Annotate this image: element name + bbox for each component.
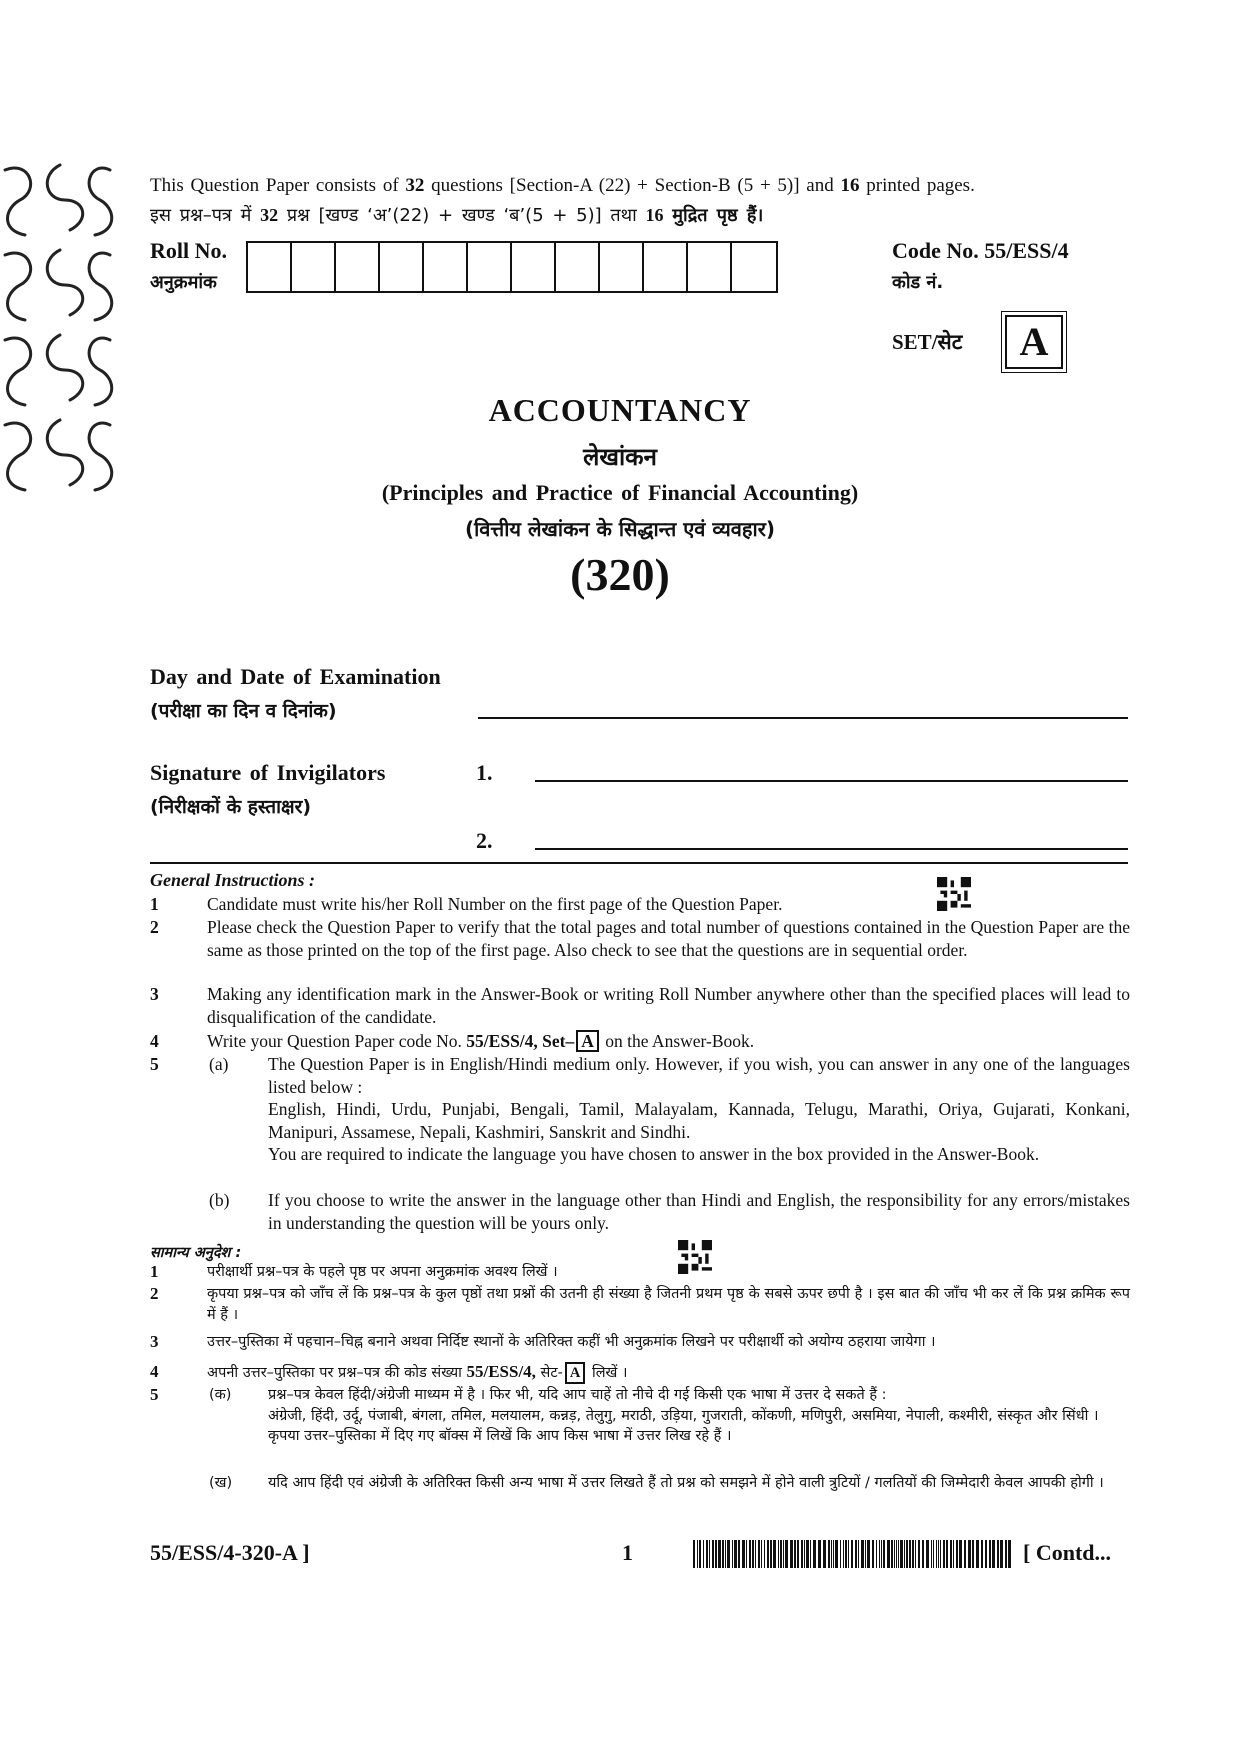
page-number: 1 — [622, 1540, 633, 1565]
roll-number-cell[interactable] — [468, 243, 512, 291]
exam-date-label: Day and Date of Examination — [150, 664, 441, 689]
roll-number-cell[interactable] — [292, 243, 336, 291]
subject-code: (320) — [570, 549, 670, 600]
instruction-item-hindi: (ख) यदि आप हिंदी एवं अंग्रेजी के अतिरिक्त किसी अन्य भाषा में उत्तर लिखते हैं तो प्रश्न को समझने में होने वाली त्रुटियों / गलतियों की जिम्मेदारी केवल आपकी होगी । — [209, 1475, 1104, 1491]
instruction-item-hindi: 3 उत्तर–पुस्तिका में पहचान–चिह्न बनाने अथवा निर्दिष्ट स्थानों के अतिरिक्त कहीं भी अनुक्रमांक लिखने पर परीक्षार्थी को अयोग्य ठहराया जायेगा । — [150, 1332, 936, 1351]
roll-number-cell[interactable] — [248, 243, 292, 291]
roll-number-cell[interactable] — [424, 243, 468, 291]
roll-number-cell[interactable] — [688, 243, 732, 291]
subject-title: ACCOUNTANCY — [488, 392, 752, 428]
paper-info-english: This Question Paper consists of 32 questions [Section-A (22) + Section-B (5 + 5)] and 16 printed pages. — [150, 175, 975, 196]
instruction-item: 4 Write your Question Paper code No. 55/ESS/4, Set– A on the Answer-Book. — [150, 1031, 755, 1051]
set-value-box: A — [1005, 315, 1063, 369]
roll-number-cell[interactable] — [556, 243, 600, 291]
invigilator-1-signature-field[interactable] — [535, 780, 1128, 782]
set-inline-box: A — [576, 1030, 599, 1052]
footer-continued: [ Contd... — [1023, 1540, 1112, 1565]
roll-number-cell[interactable] — [512, 243, 556, 291]
instruction-item: (b) If you choose to write the answer in the language other than Hindi and English, the responsibility for any errors/mistakes in understanding the question will be yours only. — [209, 1190, 1130, 1233]
instruction-item-hindi: 4 अपनी उत्तर–पुस्तिका पर प्रश्न–पत्र की कोड संख्या 55/ESS/4, सेट- A लिखें । — [150, 1362, 1130, 1384]
subject-subtitle-hindi: (वित्तीय लेखांकन के सिद्धान्त एवं व्यवहार) — [464, 517, 776, 541]
invigilator-signature-label: Signature of Invigilators — [150, 760, 386, 785]
instruction-item-hindi: 1 परीक्षार्थी प्रश्न–पत्र के पहले पृष्ठ पर अपना अनुक्रमांक अवश्य लिखें । — [150, 1262, 558, 1281]
roll-number-cell[interactable] — [336, 243, 380, 291]
roll-number-label-hindi: अनुक्रमांक — [150, 272, 217, 293]
exam-date-label-hindi: (परीक्षा का दिन व दिनांक) — [150, 700, 337, 722]
roll-number-cell[interactable] — [380, 243, 424, 291]
set-label: SET/सेट — [892, 330, 963, 354]
instruction-item: 2 Please check the Question Paper to verify that the total pages and total number of questions contained in the Question Paper are the same as those printed on the top of the first page. Also check to see that the questions are in sequential order. — [150, 917, 1130, 960]
instruction-item: 5 (a) The Question Paper is in English/Hindi medium only. However, if you wish, you can answer in any one of the languages listed below : English, Hindi, Urdu, Punjabi, Bengali, Tamil, Malayalam, Kannada, Telugu, Marathi, Oriya, Gujarati, Konkani, Manipuri, Assamese, Nepali, Kashmiri, Sanskrit and Sindhi. You are required to indicate the language you have chosen to answer in the box provided in the Answer-Book. — [150, 1054, 1130, 1164]
general-instructions-title: General Instructions : — [150, 870, 316, 890]
invigilator-1-number: 1. — [476, 760, 493, 785]
roll-number-label: Roll No. — [150, 238, 227, 263]
instruction-item: 1 Candidate must write his/her Roll Number on the first page of the Question Paper. — [150, 894, 783, 914]
instruction-item: 3 Making any identification mark in the Answer-Book or writing Roll Number anywhere other than the specified places will lead to disqualification of the candidate. — [150, 984, 1130, 1027]
barcode-icon — [693, 1540, 1011, 1568]
roll-number-cell[interactable] — [600, 243, 644, 291]
subject-title-hindi: लेखांकन — [583, 443, 657, 471]
code-number: Code No. 55/ESS/4 — [892, 238, 1069, 263]
subject-subtitle: (Principles and Practice of Financial Accounting) — [381, 480, 859, 505]
general-instructions-title-hindi: सामान्य अनुदेश : — [150, 1245, 242, 1261]
qr-code-icon — [937, 877, 971, 911]
invigilator-2-signature-field[interactable] — [535, 848, 1128, 850]
footer-paper-code: 55/ESS/4-320-A ] — [150, 1540, 310, 1565]
instruction-item-hindi: 2 कृपया प्रश्न–पत्र को जाँच लें कि प्रश्न–पत्र के कुल पृष्ठों तथा प्रश्नों की उतनी ही संख्या है जितनी प्रथम पृष्ठ के सबसे ऊपर छपी है । इस बात की जाँच भी कर लें कि प्रश्न क्रमिक रूप में हैं । — [150, 1284, 1130, 1323]
instruction-item-hindi: 5 (क) प्रश्न–पत्र केवल हिंदी/अंग्रेजी माध्यम में है । फिर भी, यदि आप चाहें तो नीचे दी गई किसी एक भाषा में उत्तर दे सकते हैं : अंग्रेजी, हिंदी, उर्दू, पंजाबी, बंगला, तमिल, मलयालम, कन्नड़, तेलुगु, मराठी, उड़िया, गुजराती, कोंकणी, मणिपुरी, असमिया, नेपाली, कश्मीरी, संस्कृत और सिंधी । कृपया उत्तर–पुस्तिका में दिए गए बॉक्स में लिखें कि आप किस भाषा में उत्तर लिख रहे हैं । — [150, 1385, 1099, 1444]
roll-number-grid[interactable] — [246, 241, 778, 293]
code-number-hindi: कोड नं. — [892, 272, 944, 293]
set-inline-box: A — [565, 1362, 585, 1384]
qr-code-icon — [678, 1240, 712, 1274]
invigilator-2-number: 2. — [476, 828, 493, 853]
exam-date-field[interactable] — [478, 717, 1128, 719]
section-divider — [150, 862, 1128, 864]
roll-number-cell[interactable] — [644, 243, 688, 291]
roll-number-cell[interactable] — [732, 243, 776, 291]
paper-info-hindi: इस प्रश्न–पत्र में 32 प्रश्न [खण्ड ‘अ’(22) + खण्ड ‘ब’(5 + 5)] तथा 16 मुद्रित पृष्ठ हैं। — [150, 205, 764, 226]
invigilator-signature-label-hindi: (निरीक्षकों के हस्ताक्षर) — [150, 796, 312, 818]
